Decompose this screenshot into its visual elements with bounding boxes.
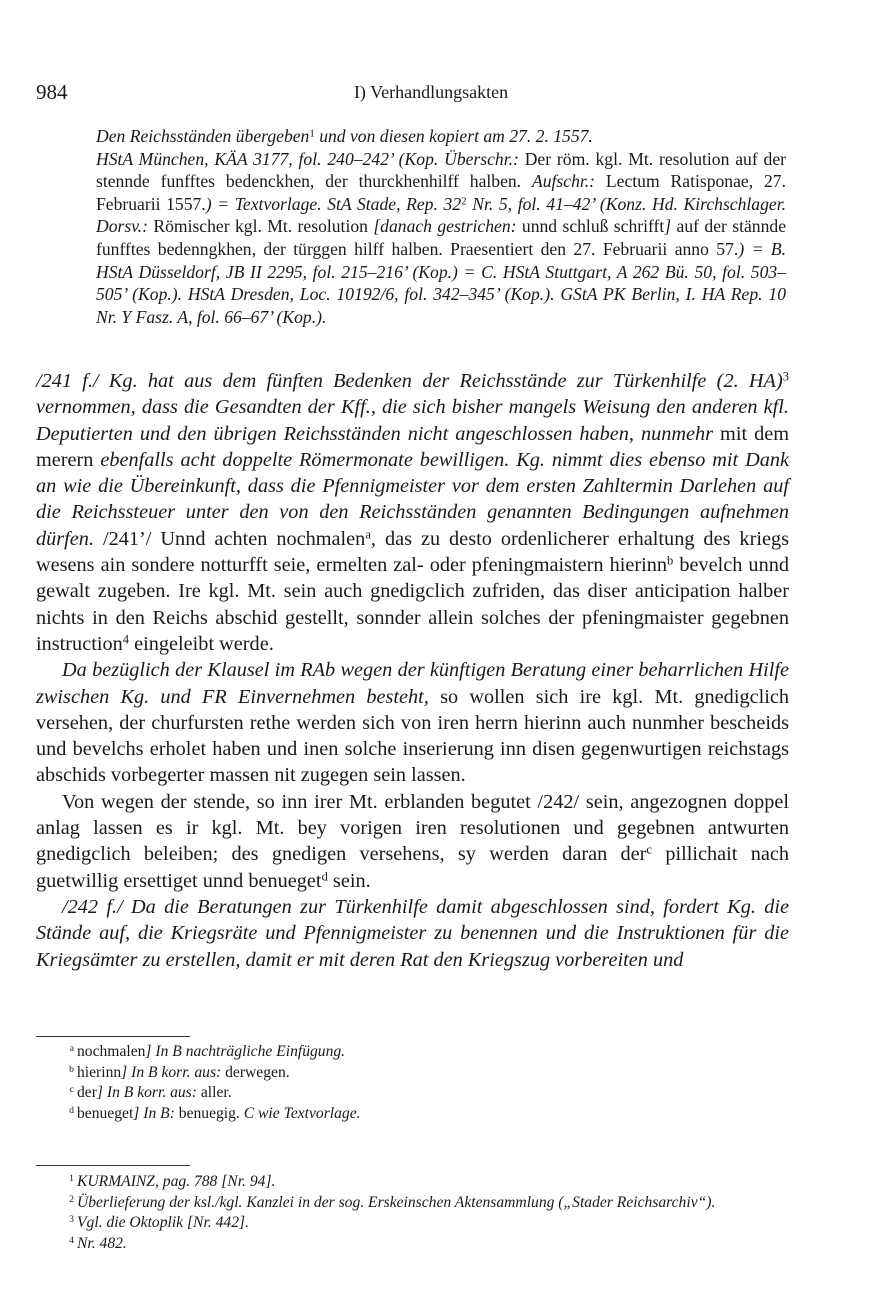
footnote: $^4$ Nr. 482. [69,1234,127,1252]
footnote-ref-2[interactable]: 2 [461,195,467,208]
footnote-ref-4[interactable]: 4 [122,632,130,647]
running-title: I) Verhandlungsakten [353,82,509,102]
apparatus-divider [36,1036,190,1037]
paragraph-4: /242 f./ Da die Beratungen zur Türkenhilfe damit abgeschlossen sind, fordert Kg. die Stände auf, die Kriegsräte und Pfennigmeister zu benennen und die Instruktionen für die Kriegsämter zu erstellen, damit er mit deren Rat den Kriegszug vorbereiten und [36,895,789,971]
apparatus-ref-c[interactable]: c [646,843,653,858]
apparatus-note: $^a$ nochmalen] In B nachträgliche Einfügung. [69,1043,346,1060]
source-title-line: Den Reichsständen übergeben$^1$ und von diesen kopiert am 27. 2. 1557. [96,126,593,146]
footnote-divider [36,1165,190,1166]
paragraph-1: /241 f./ Kg. hat aus dem fünften Bedenken der Reichsstände zur Türkenhilfe (2. HA)$^3$ vernommen, dass die Gesandten der Kff., die sich bisher mangels Weisung den anderen kfl. Deputierten und den übrigen Reichsständen nicht angeschlossen haben, nunmehr mit dem merern ebenfalls acht doppelte Römermonate bewilligen. Kg. nimmt dies ebenso mit Dank an wie die Übereinkunft, dass die Pfennigmeister vor dem ersten Zahltermin Darlehen auf die Reichssteuer unter den von den Reichsständen genannten Bedingungen aufnehmen dürfen. /241’/ Unnd achten nochmalen$^a$, das zu desto ordenlicherer erhaltung des kriegs wesens ain sondere notturfft seie, ermelten zal- oder pfeningmaistern hierinn$^b$ bevelch unnd gewalt zugeben. Ire kgl. Mt. sein auch gnedigclich zufriden, das diser anticipation halber nichts in den Reichs abschid gestellt, sonnder allein solches der pfeningmaister gegebnen instruction$^4$ eingeleibt werde. [36,369,790,655]
page-header [36,80,826,104]
footnotes [61,1172,801,1254]
footnote-ref-3[interactable]: 3 [782,369,789,384]
footnote: $^2$ Überlieferung der ksl./kgl. Kanzlei in der sog. Erskeinschen Aktensammlung („Stader Reichsarchiv“). [69,1193,716,1211]
apparatus-ref-b[interactable]: b [667,553,674,568]
paragraph-3: Von wegen der stende, so inn irer Mt. erblanden begutet /242/ sein, angezognen doppel anlag lassen es ir kgl. Mt. bey vorigen iren resolutionen und gegebnen antwurten gnedigclich beleiben; des gnedigen versehens, sy werden daran der$^c$ pillichait nach guetwillig ersettiget unnd benueget$^d$ sein. [36,790,789,892]
source-witnesses: HStA München, KÄA 3177, fol. 240–242’ (Kop. Überschr.: Der röm. kgl. Mt. resolution auf der stennde funfftes bedenckhen, der thurckhenhilff halben. Aufschr.: Lectum Ratisponae, 27. Februarii 1557.) = Textvorlage. StA Stade, Rep. $32^2$ Nr. 5, fol. 41–42’ (Konz. Hd. Kirchschlager. Dorsv.: Römischer kgl. Mt. resolution [danach gestrichen: unnd schluß schrifft] auf der stännde funfftes bedenngkhen, der türggen hilff halben. Praesentiert den 27. Februarii anno 57.) = B. HStA Düsseldorf, JB II 2295, fol. 215–216’ (Kop.) = C. HStA Stuttgart, A 262 Bü. 50, fol. 503–505’ (Kop.). HStA Dresden, Loc. 10192/6, fol. 342–345’ (Kop.). GStA PK Berlin, I. HA Rep. 10 Nr. Y Fasz. A, fol. 66–67’ (Kop.). [96,148,787,327]
source-description [96,125,786,328]
footnote: $^3$ Vgl. die Oktoplik [Nr. 442]. [69,1214,249,1232]
apparatus-note: $^d$ benueget] In B: benuegig. C wie Textvorlage. [69,1104,361,1122]
apparatus-note: $^c$ der] In B korr. aus: aller. [69,1084,232,1102]
critical-apparatus [61,1042,801,1124]
apparatus-note: $^b$ hierinn] In B korr. aus: derwegen. [69,1063,290,1081]
main-text [36,368,789,973]
paragraph-2: Da bezüglich der Klausel im RAb wegen der künftigen Beratung einer beharrlichen Hilfe zwischen Kg. und FR Einvernehmen besteht, so wollen sich ire kgl. Mt. gnedigclich versehen, der churfursten rethe werden sich von iren herrn hierinn auch nunmher bescheids und bevelchs erholet haben und inen solche inserierung inn disen gegenwurtigen reichstags abschids vorbegerter massen nit zugegen sein lassen. [36,659,790,787]
page-number: 984 [36,80,68,104]
apparatus-ref-a[interactable]: a [365,527,371,542]
apparatus-ref-d[interactable]: d [321,869,328,884]
footnote-ref-1[interactable]: 1 [309,127,315,140]
footnote: $^1$ KURMAINZ, pag. 788 [Nr. 94]. [69,1173,276,1190]
